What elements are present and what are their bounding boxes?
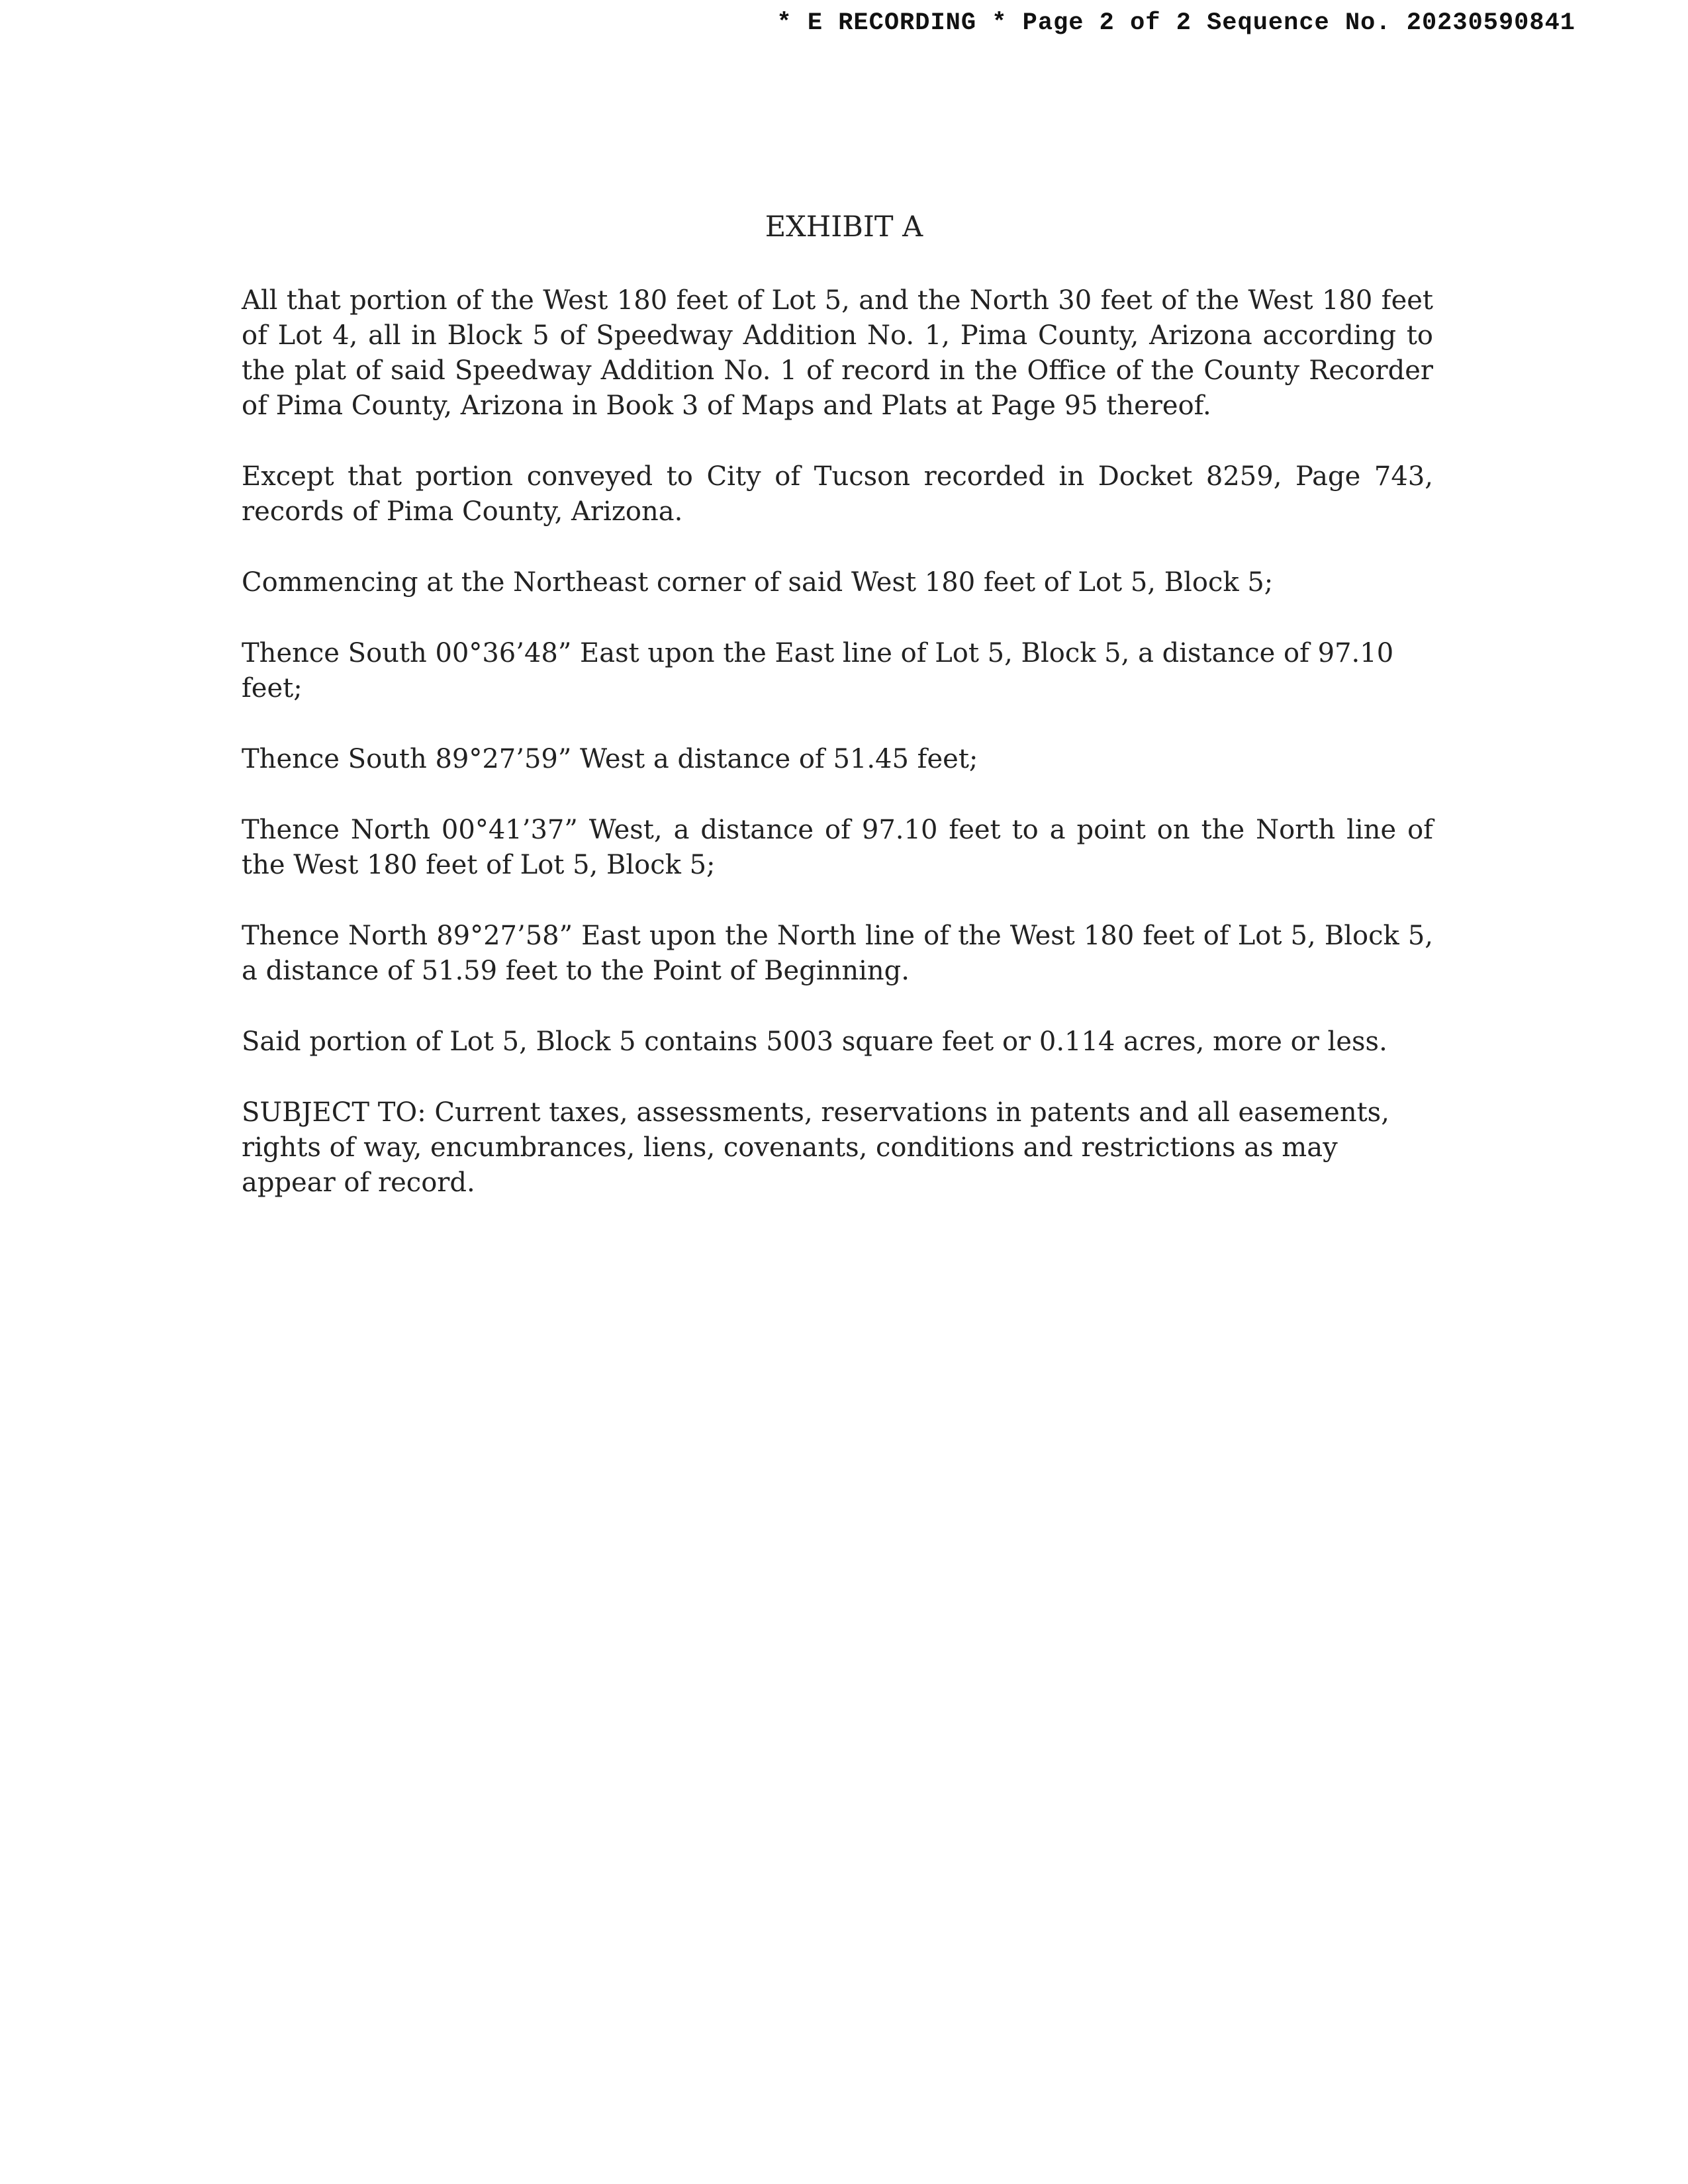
exhibit-title: EXHIBIT A [765, 210, 923, 244]
paragraph-commencing: Commencing at the Northeast corner of said West 180 feet of Lot 5, Block 5; [242, 567, 1274, 598]
recording-header: * E RECORDING * Page 2 of 2 Sequence No. 20230590841 [776, 9, 1575, 37]
paragraph-course-2: Thence South 89°27’59” West a distance of 51.45 feet; [242, 744, 978, 774]
paragraph-area: Said portion of Lot 5, Block 5 contains 5003 square feet or 0.114 acres, more or less. [242, 1026, 1387, 1057]
paragraph-property-description: All that portion of the West 180 feet of Lot 5, and the North 30 feet of the West 180 feet of Lot 4, all in Block 5 of Speedway Addition No. 1, Pima County, Arizona according to the plat of said Speedway Addition No. 1 of record in the Office of the County Recorder of Pima County, Arizona in Book 3 of Maps and Plats at Page 95 thereof. [242, 285, 1433, 421]
paragraph-exception: Except that portion conveyed to City of Tucson recorded in Docket 8259, Page 743, records of Pima County, Arizona. [242, 461, 1433, 527]
paragraph-course-3: Thence North 00°41’37” West, a distance of 97.10 feet to a point on the North line of the West 180 feet of Lot 5, Block 5; [242, 815, 1433, 880]
paragraph-course-1: Thence South 00°36’48” East upon the East line of Lot 5, Block 5, a distance of 97.10 feet; [242, 638, 1394, 704]
paragraph-subject-to: SUBJECT TO: Current taxes, assessments, reservations in patents and all easements, rights of way, encumbrances, liens, covenants, conditions and restrictions as may appear of record. [242, 1097, 1389, 1198]
legal-description [242, 283, 1433, 1236]
paragraph-course-4: Thence North 89°27’58” East upon the North line of the West 180 feet of Lot 5, Block 5, a distance of 51.59 feet to the Point of Beginning. [242, 921, 1433, 986]
